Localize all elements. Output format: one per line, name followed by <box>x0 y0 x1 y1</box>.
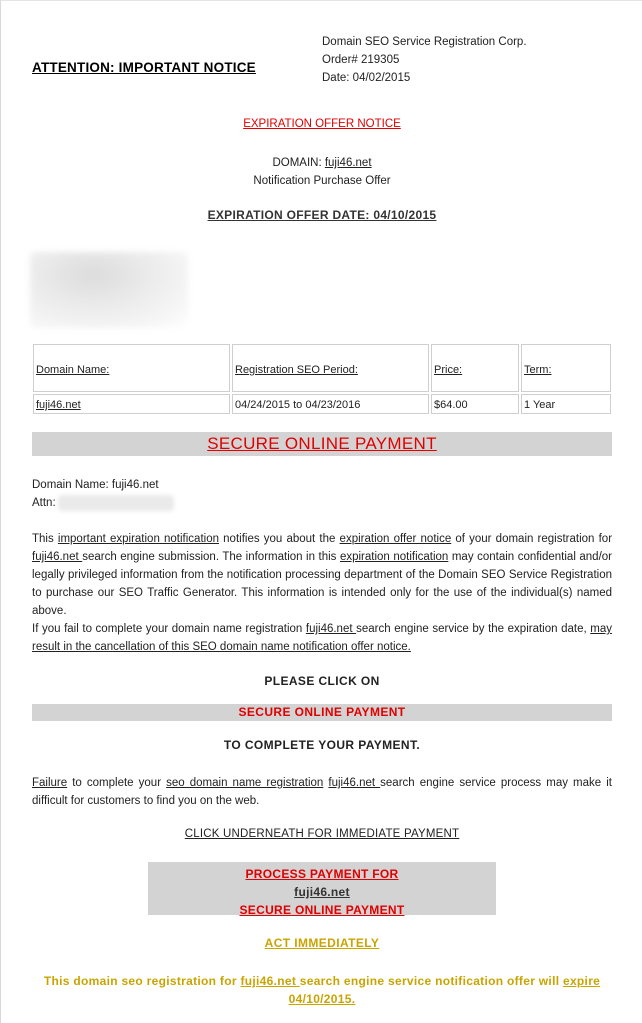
cell-domain-name <box>33 394 230 414</box>
secure-online-payment-banner[interactable]: SECURE ONLINE PAYMENT <box>32 432 612 456</box>
expiration-offer-link[interactable]: expiration offer notice <box>339 533 452 545</box>
header-registration-period: Registration SEO Period: <box>232 344 429 392</box>
important-expiration-link[interactable]: important expiration notification <box>57 533 219 545</box>
domain-name-link[interactable]: fuji46.net <box>36 399 81 411</box>
para-text: search engine service by the expiration date, <box>356 623 591 635</box>
table-row <box>33 394 611 414</box>
header-domain-name: Domain Name: <box>33 344 230 392</box>
cell-term: 1 Year <box>521 394 611 414</box>
domain-info <box>32 154 612 190</box>
expire-date-link[interactable]: 04/10/2015. <box>288 992 356 1006</box>
domain-link[interactable]: fuji46.net <box>305 623 357 635</box>
company-info-block <box>322 33 527 87</box>
domain-link[interactable]: fuji46.net <box>328 777 381 789</box>
secure-online-payment-link[interactable]: SECURE ONLINE PAYMENT <box>32 704 612 721</box>
recipient-block <box>32 476 174 512</box>
para-text: This <box>32 533 58 545</box>
para-text: If you fail to complete your domain name registration <box>32 623 306 635</box>
para-text: search engine service process may make it difficult for customers to find you on the web. <box>32 777 613 807</box>
please-click-on: PLEASE CLICK ON <box>264 674 380 688</box>
final-text: search engine service notification offer will <box>299 974 563 988</box>
recipient-domain: Domain Name: fuji46.net <box>32 479 159 491</box>
cell-price: $64.00 <box>431 394 519 414</box>
final-notice <box>32 972 612 1008</box>
table-header-row <box>33 344 611 392</box>
process-payment-link[interactable]: PROCESS PAYMENT FOR <box>245 867 399 881</box>
click-underneath-link[interactable]: CLICK UNDERNEATH FOR IMMEDIATE PAYMENT <box>184 828 460 840</box>
para-text: to complete your <box>67 777 167 789</box>
notification-subtitle: Notification Purchase Offer <box>253 175 391 187</box>
redacted-address <box>30 252 188 328</box>
attn-label: Attn: <box>32 497 56 509</box>
para-text: search engine submission. The information in this <box>82 551 340 563</box>
para-text: of your domain registration for <box>451 533 613 545</box>
notice-date: Date: 04/02/2015 <box>322 72 411 84</box>
domain-link[interactable]: fuji46.net <box>240 974 300 988</box>
cell-registration-period: 04/24/2015 to 04/23/2016 <box>232 394 429 414</box>
failure-link[interactable]: Failure <box>32 777 68 789</box>
failure-paragraph <box>32 774 612 810</box>
secure-payment-link[interactable]: SECURE ONLINE PAYMENT <box>239 903 405 917</box>
attention-heading: ATTENTION: IMPORTANT NOTICE <box>32 60 256 75</box>
cancellation-link[interactable]: may result in the cancellation of this SEO domain name notification offer notice. <box>32 623 612 653</box>
para-text: may contain confidential and/or legally privileged information from the notification processing department of the Domain SEO Service Registration to purchase our SEO Traffic Generator. This information is intended only for the use of the individual(s) named above. <box>32 551 612 617</box>
expire-link[interactable]: expire <box>562 974 601 988</box>
act-immediately-link[interactable]: ACT IMMEDIATELY <box>264 936 380 950</box>
domain-link[interactable]: fuji46.net <box>32 551 83 563</box>
expiration-notice-title[interactable]: EXPIRATION OFFER NOTICE <box>243 118 401 130</box>
expiration-offer-date: EXPIRATION OFFER DATE: 04/10/2015 <box>207 208 437 222</box>
notice-paragraph <box>32 530 612 656</box>
order-number: Order# 219305 <box>322 54 400 66</box>
to-complete-payment: TO COMPLETE YOUR PAYMENT. <box>223 738 421 752</box>
process-payment-box[interactable] <box>148 862 496 915</box>
company-name: Domain SEO Service Registration Corp. <box>322 36 527 48</box>
final-text: This domain seo registration for <box>43 974 241 988</box>
header-term: Term: <box>521 344 611 392</box>
domain-link[interactable]: fuji46.net <box>324 157 372 169</box>
header-price: Price: <box>431 344 519 392</box>
para-text: notifies you about the <box>219 533 340 545</box>
seo-registration-link[interactable]: seo domain name registration <box>166 777 324 789</box>
payment-domain-link[interactable]: fuji46.net <box>294 885 350 899</box>
domain-prefix: DOMAIN: <box>272 157 325 169</box>
redacted-attn <box>58 495 174 511</box>
domain-table <box>31 342 613 416</box>
expiration-notification-link[interactable]: expiration notification <box>339 551 449 563</box>
